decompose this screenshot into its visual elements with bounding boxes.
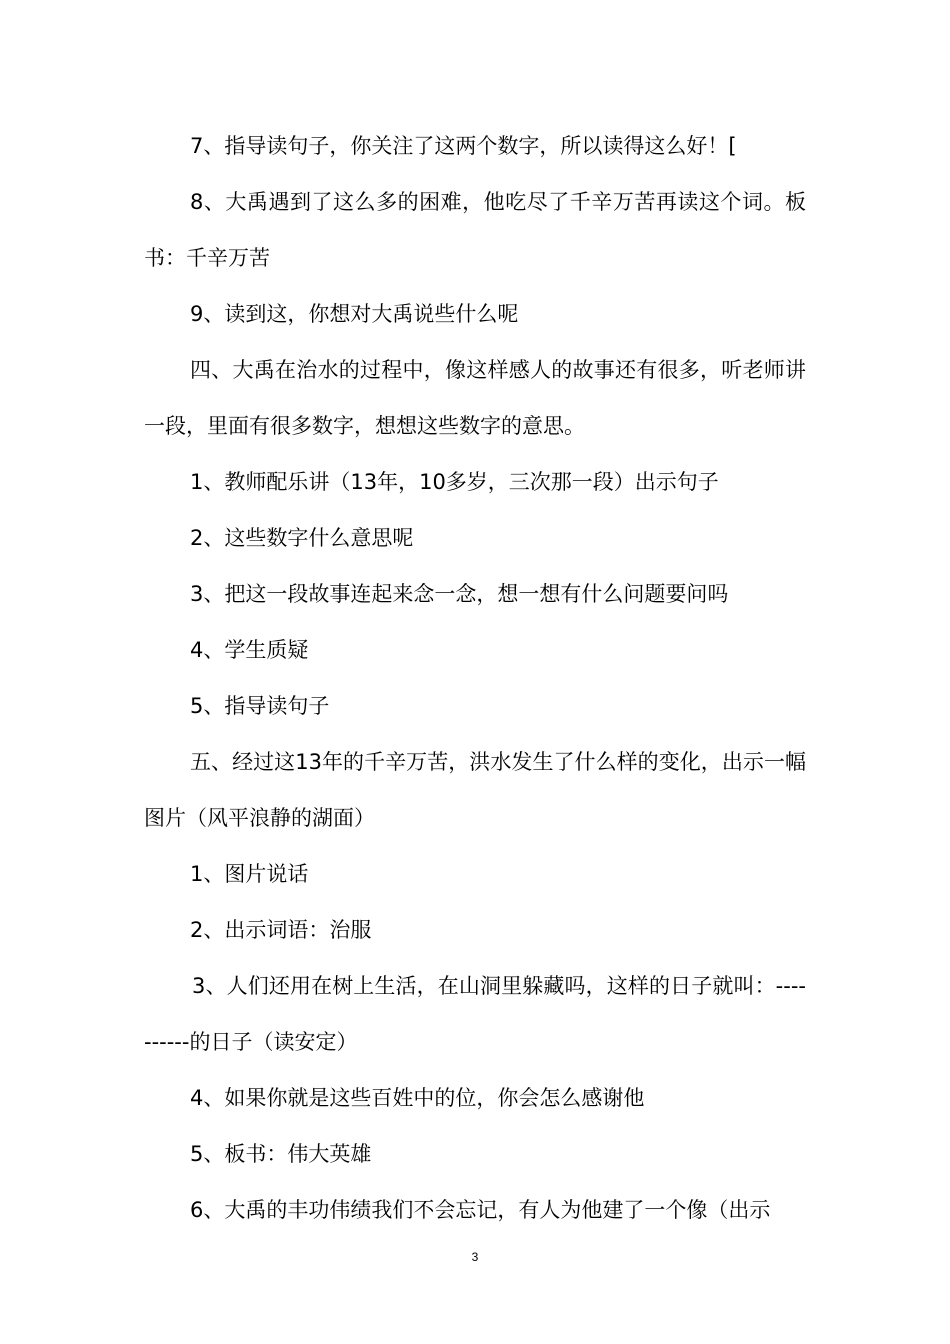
paragraph-section-4-item-5: 5、指导读句子	[190, 694, 330, 718]
paragraph-section-4-item-4: 4、学生质疑	[190, 638, 309, 662]
body-text	[144, 118, 806, 1238]
paragraph-section-5-item-3: 3、人们还用在树上生活，在山洞里躲藏吗，这样的日子就叫：----------的日子（读安定）	[144, 974, 806, 1054]
paragraph-step-9: 9、读到这，你想对大禹说些什么呢	[190, 302, 519, 326]
paragraph-section-5-item-4: 4、如果你就是这些百姓中的位，你会怎么感谢他	[190, 1086, 645, 1110]
paragraph-section-5-item-6: 6、大禹的丰功伟绩我们不会忘记，有人为他建了一个像（出示	[190, 1198, 771, 1222]
paragraph-step-7: 7、指导读句子，你关注了这两个数字，所以读得这么好！[	[190, 134, 737, 158]
paragraph-section-5-item-1: 1、图片说话	[190, 862, 309, 886]
paragraph-section-4-item-3: 3、把这一段故事连起来念一念，想一想有什么问题要问吗	[190, 582, 729, 606]
paragraph-section-5-item-5: 5、板书：伟大英雄	[190, 1142, 372, 1166]
paragraph-section-4-item-2: 2、这些数字什么意思呢	[190, 526, 414, 550]
paragraph-section-5: 五、经过这13年的千辛万苦，洪水发生了什么样的变化，出示一幅图片（风平浪静的湖面）	[144, 750, 806, 830]
paragraph-step-8: 8、大禹遇到了这么多的困难，他吃尽了千辛万苦再读这个词。板书：千辛万苦	[144, 190, 806, 270]
page-number: 3	[471, 1250, 479, 1264]
paragraph-section-5-item-2: 2、出示词语：治服	[190, 918, 372, 942]
paragraph-section-4: 四、大禹在治水的过程中，像这样感人的故事还有很多，听老师讲一段，里面有很多数字，想想这些数字的意思。	[144, 358, 806, 438]
paragraph-section-4-item-1: 1、教师配乐讲（13年，10多岁，三次那一段）出示句子	[190, 470, 719, 494]
